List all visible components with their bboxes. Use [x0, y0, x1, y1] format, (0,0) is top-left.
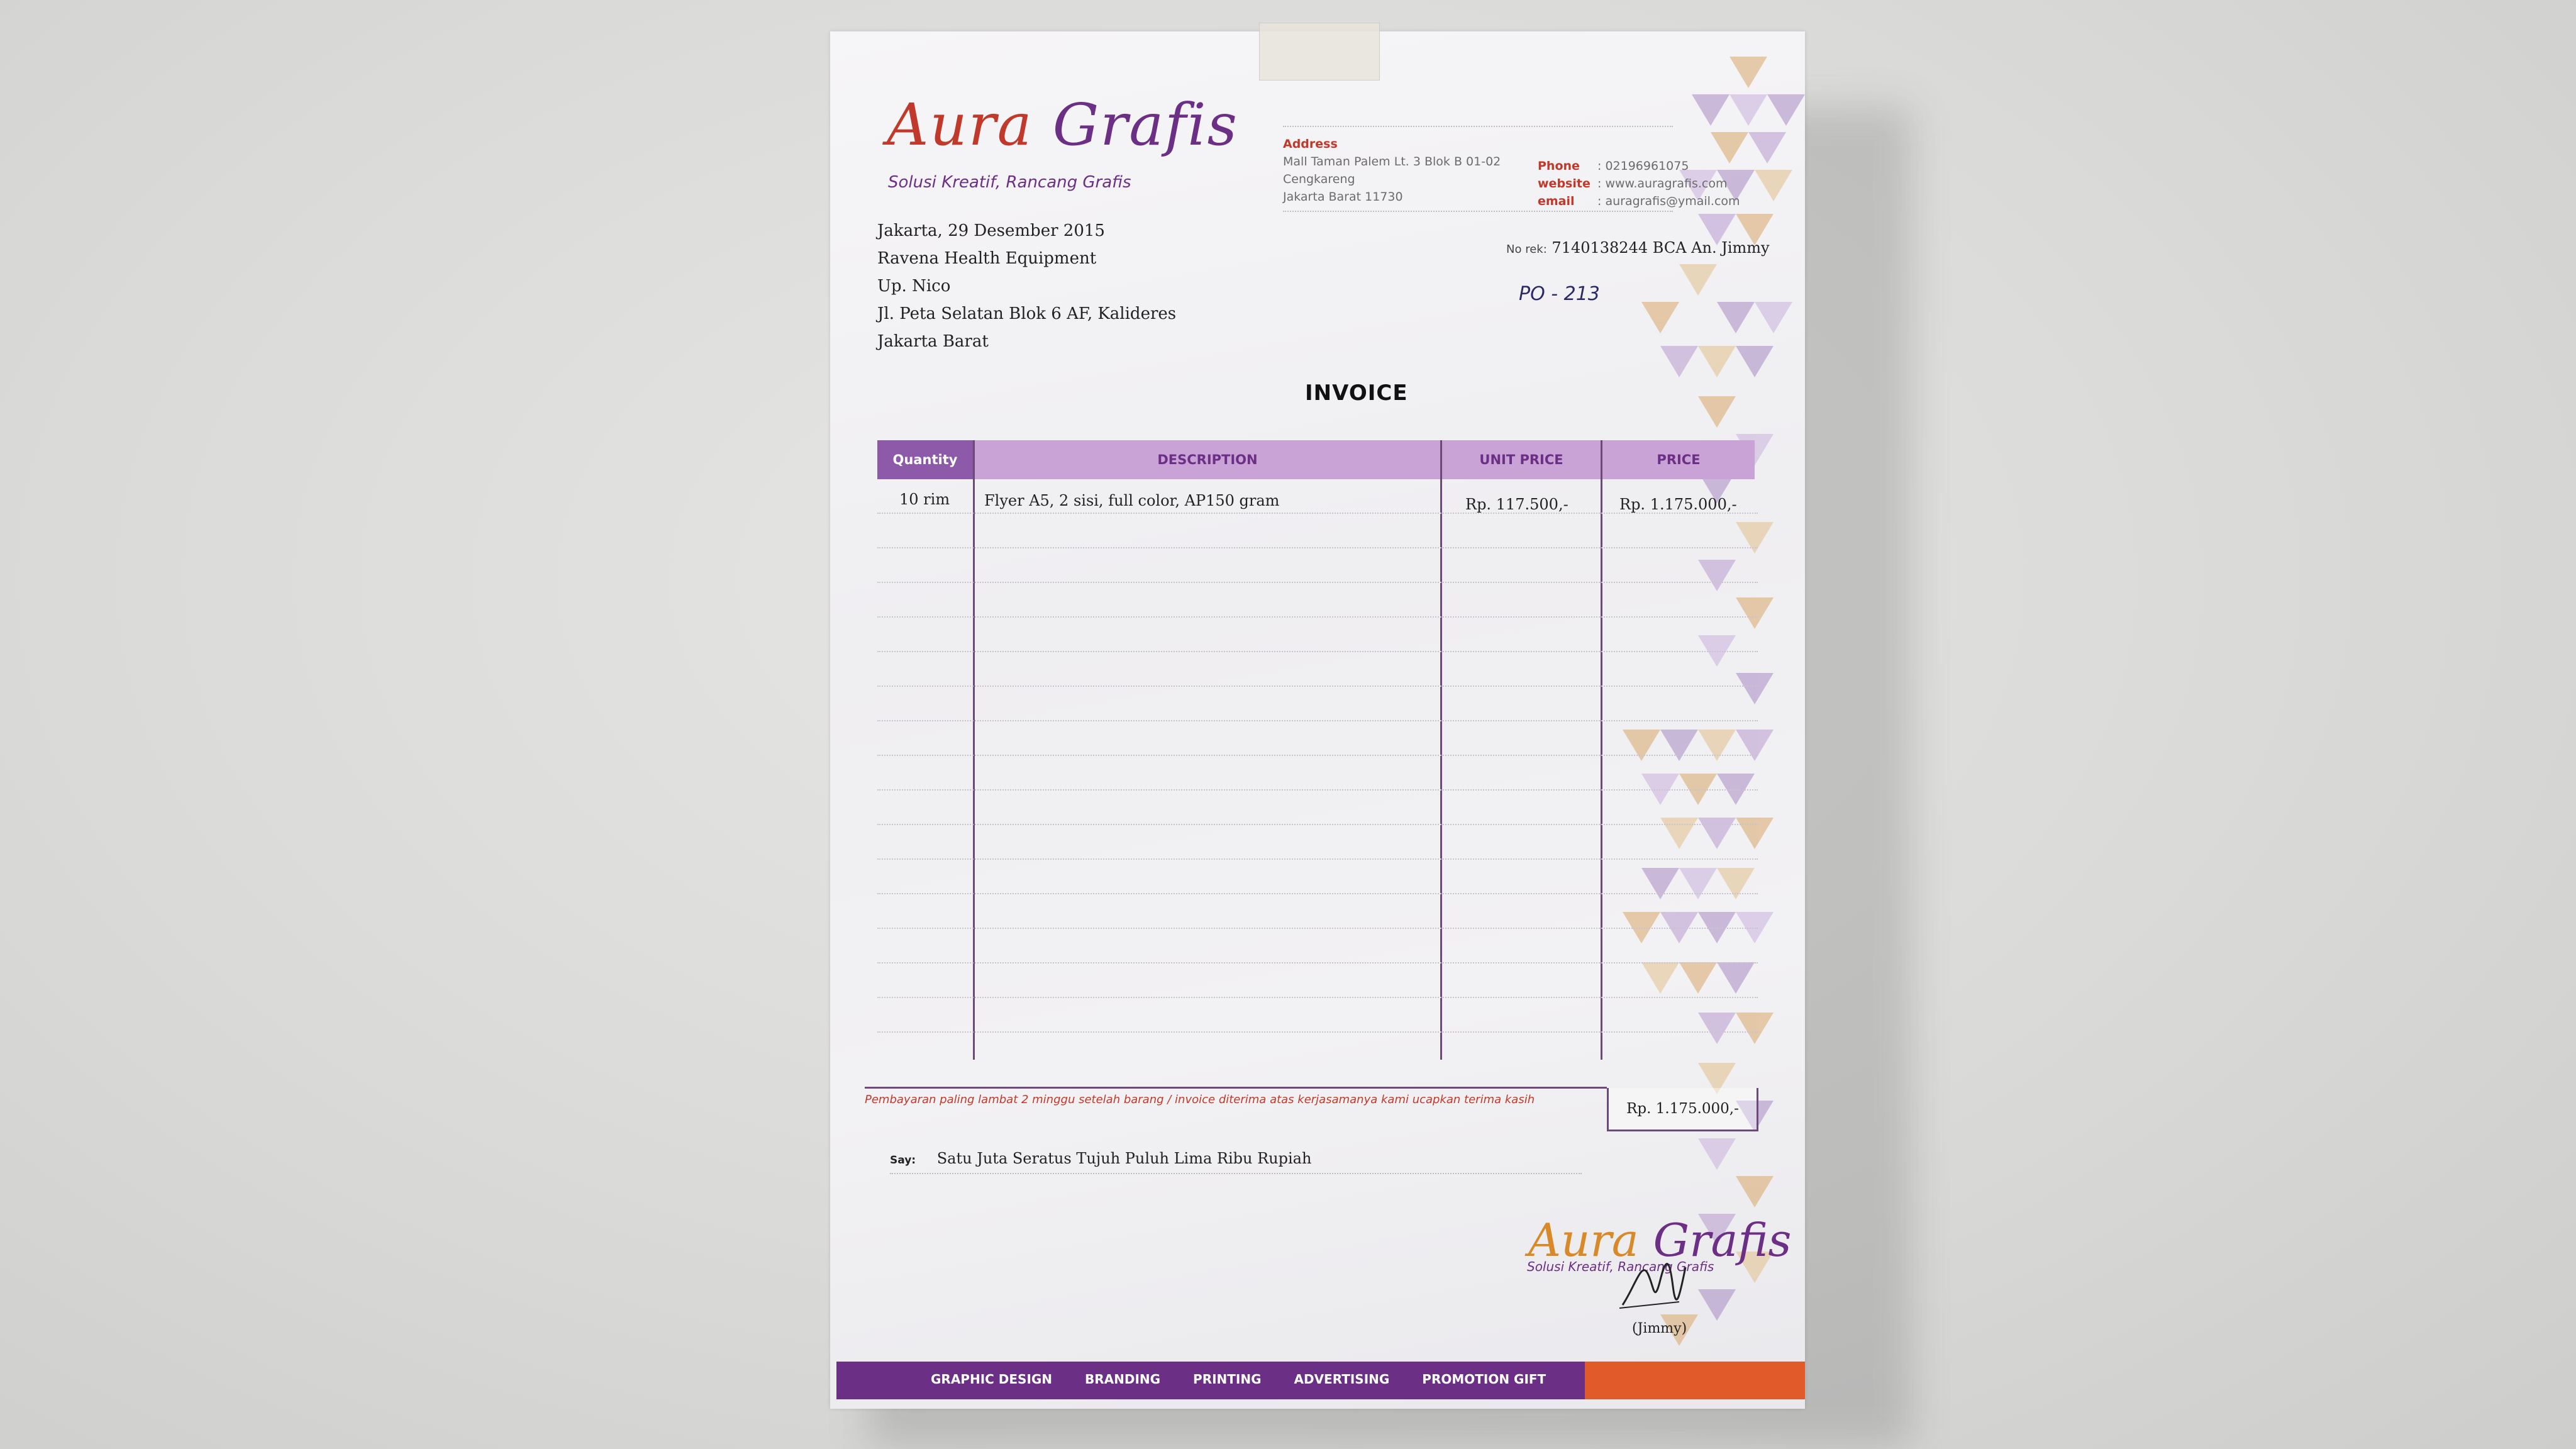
- payment-note: Pembayaran paling lambat 2 minggu setelah barang / invoice diterima atas kerjasamanya kami ucapkan terima kasih: [865, 1093, 1535, 1106]
- row-description: Flyer A5, 2 sisi, full color, AP150 gram: [984, 492, 1280, 509]
- row-rule: [877, 858, 1758, 860]
- row-rule: [877, 893, 1758, 894]
- phone-row: Phone : 02196961075: [1538, 159, 1689, 173]
- footer-item: PRINTING: [1193, 1372, 1262, 1387]
- amount-in-words: [890, 1150, 1311, 1167]
- footer-services: [931, 1372, 1574, 1387]
- bank-account-value: 7140138244 BCA An. Jimmy: [1552, 239, 1770, 257]
- column-divider: [1601, 440, 1602, 1060]
- row-rule: [877, 1031, 1758, 1033]
- divider: [890, 1173, 1582, 1174]
- table-bottom-rule: [865, 1087, 1607, 1089]
- row-rule: [877, 720, 1758, 721]
- website-value: : www.auragrafis.com: [1597, 177, 1728, 191]
- phone-value: : 02196961075: [1597, 159, 1689, 173]
- header-description: DESCRIPTION: [975, 440, 1440, 479]
- website-row: website : www.auragrafis.com: [1538, 177, 1728, 191]
- recipient-company: Ravena Health Equipment: [877, 249, 1097, 268]
- footer-accent: [1585, 1362, 1805, 1399]
- email-row: email : auragrafis@ymail.com: [1538, 194, 1740, 208]
- divider: [1283, 211, 1673, 212]
- footer-item: BRANDING: [1085, 1372, 1161, 1387]
- address-label: Address: [1283, 137, 1338, 151]
- row-rule: [877, 547, 1758, 548]
- stamp-logo-word-2: Grafis: [1653, 1214, 1792, 1267]
- row-rule: [877, 789, 1758, 791]
- recipient-attention: Up. Nico: [877, 277, 951, 296]
- po-number: PO - 213: [1519, 283, 1600, 305]
- recipient-street: Jl. Peta Selatan Blok 6 AF, Kalideres: [877, 304, 1177, 323]
- say-label: Say:: [890, 1154, 916, 1167]
- company-contacts: [1538, 157, 1740, 210]
- row-unit-price: Rp. 117.500,-: [1465, 496, 1568, 513]
- address-line: Cengkareng: [1283, 172, 1355, 186]
- address-line: Jakarta Barat 11730: [1283, 190, 1403, 204]
- row-rule: [877, 824, 1758, 825]
- row-rule: [877, 962, 1758, 963]
- row-rule: [877, 928, 1758, 929]
- row-rule: [877, 651, 1758, 652]
- email-value: : auragrafis@ymail.com: [1597, 194, 1740, 208]
- row-quantity: 10 rim: [899, 491, 950, 508]
- row-rule: [877, 582, 1758, 583]
- recipient-block: [877, 217, 1176, 355]
- row-rule: [877, 686, 1758, 687]
- invoice-date: Jakarta, 29 Desember 2015: [877, 221, 1105, 240]
- footer-item: ADVERTISING: [1294, 1372, 1390, 1387]
- row-rule: [877, 997, 1758, 998]
- recipient-city: Jakarta Barat: [877, 332, 989, 351]
- row-price: Rp. 1.175.000,-: [1619, 496, 1737, 513]
- invoice-table: [877, 440, 1758, 1097]
- header-quantity: Quantity: [877, 440, 973, 479]
- handwritten-signature: [1616, 1248, 1692, 1318]
- invoice-paper: [830, 31, 1805, 1409]
- column-divider: [973, 440, 975, 1060]
- total-amount: Rp. 1.175.000,-: [1607, 1088, 1758, 1131]
- company-tagline: Solusi Kreatif, Rancang Grafis: [888, 173, 1131, 192]
- row-rule: [877, 616, 1758, 618]
- logo-word-2: Grafis: [1052, 91, 1238, 158]
- bank-account-label: No rek:: [1506, 243, 1547, 256]
- address-line: Mall Taman Palem Lt. 3 Blok B 01-02: [1283, 155, 1501, 169]
- divider: [1283, 126, 1673, 127]
- logo-word-1: Aura: [887, 91, 1033, 158]
- tape-strip: [1259, 23, 1380, 80]
- footer-item: PROMOTION GIFT: [1422, 1372, 1546, 1387]
- column-divider: [1440, 440, 1442, 1060]
- header-unit-price: UNIT PRICE: [1442, 440, 1601, 479]
- company-address: [1283, 135, 1501, 206]
- bank-account: [1506, 239, 1770, 257]
- company-logo: [887, 91, 1238, 158]
- stamp-logo-word-1: Aura: [1528, 1214, 1639, 1267]
- stamp-tagline: Solusi Kreatif, Rancang Grafis: [1527, 1259, 1714, 1274]
- invoice-title: INVOICE: [1305, 380, 1408, 406]
- signer-name: (Jimmy): [1632, 1321, 1687, 1336]
- say-text: Satu Juta Seratus Tujuh Puluh Lima Ribu Rupiah: [936, 1150, 1312, 1167]
- header-price: PRICE: [1602, 440, 1755, 479]
- row-rule: [877, 755, 1758, 756]
- footer-item: GRAPHIC DESIGN: [931, 1372, 1053, 1387]
